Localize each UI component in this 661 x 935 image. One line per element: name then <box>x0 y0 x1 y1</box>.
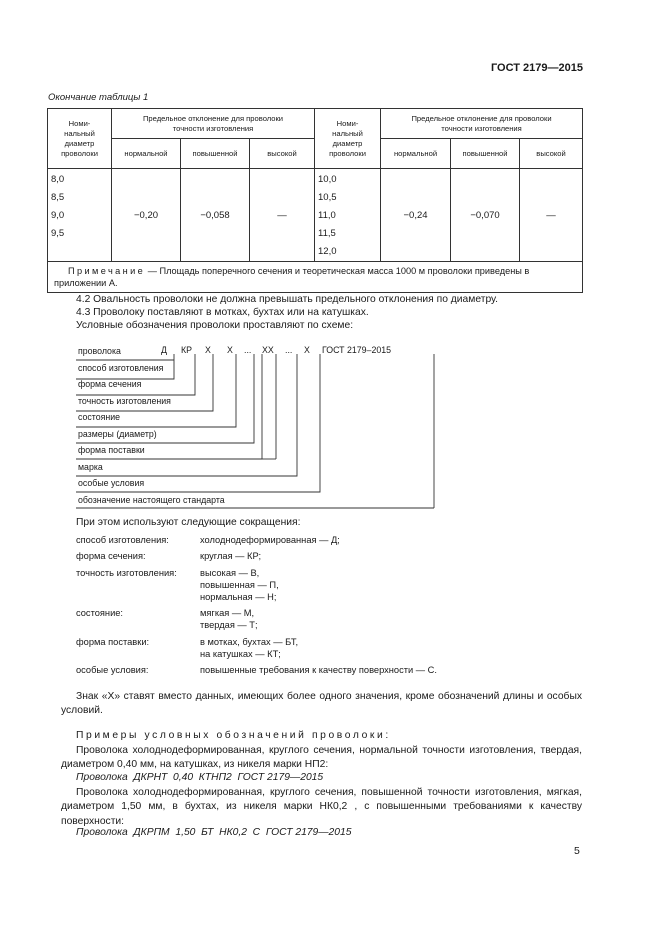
value-high-right: — <box>520 169 583 262</box>
diameter-cell-left <box>48 169 112 262</box>
header-high-right: высокой <box>520 139 583 169</box>
abbr-term: особые условия: <box>76 665 149 675</box>
abbr-value: мягкая — М, <box>200 608 255 618</box>
table-cell: 10,5 <box>318 192 337 203</box>
table-cell: 8,5 <box>51 192 65 203</box>
page-number: 5 <box>574 845 580 857</box>
scheme-code: Д <box>161 345 167 355</box>
clause-4-3: 4.3 Проволоку поставляют в мотках, бухтах или на катушках. <box>76 307 369 318</box>
scheme-label-delivery: форма поставки <box>78 445 145 455</box>
abbr-value: твердая — Т; <box>200 620 258 630</box>
scheme-code: ХХ <box>262 345 274 355</box>
scheme-label-accuracy: точность изготовления <box>78 396 171 406</box>
abbr-term: способ изготовления: <box>76 535 169 545</box>
example-2-code: Проволока ДКРПМ 1,50 БТ НК0,2 С ГОСТ 2179—2015 <box>76 827 352 838</box>
example-1-code: Проволока ДКРНТ 0,40 КТНП2 ГОСТ 2179—2015 <box>76 772 324 783</box>
abbr-term: форма поставки: <box>76 637 150 647</box>
table-cell: 11,0 <box>318 210 336 221</box>
header-high-left: высокой <box>250 139 315 169</box>
value-increased-right: −0,070 <box>451 169 520 262</box>
scheme-label-special: особые условия <box>78 478 145 488</box>
table-cell: 9,0 <box>51 210 65 221</box>
scheme-label-method: способ изготовления <box>78 363 164 373</box>
scheme-code: Х <box>304 345 310 355</box>
abbr-value: высокая — В, <box>200 568 260 578</box>
examples-heading: Примеры условных обозначений проволоки: <box>76 730 391 741</box>
value-normal-right: −0,24 <box>381 169 451 262</box>
header-diameter-right: Номи- нальный диаметр проволоки <box>315 109 381 169</box>
value-increased-left: −0,058 <box>181 169 250 262</box>
header-deviation-right: Предельное отклонение для проволоки точности изготовления <box>381 109 583 139</box>
scheme-code: ГОСТ 2179–2015 <box>322 345 392 355</box>
clause-4-2: 4.2 Овальность проволоки не должна превышать предельного отклонения по диаметру. <box>76 294 499 305</box>
diameter-deviation-table <box>47 108 583 293</box>
value-normal-left: −0,20 <box>112 169 181 262</box>
scheme-code: Х <box>205 345 211 355</box>
table-note <box>48 262 583 293</box>
diameter-cell-right <box>315 169 381 262</box>
table-cell: 10,0 <box>318 174 337 185</box>
abbr-value: повышенные требования к качеству поверхности — С. <box>200 665 437 675</box>
value-high-left: — <box>250 169 315 262</box>
scheme-label-state: состояние <box>78 412 121 422</box>
scheme-label-standard: обозначение настоящего стандарта <box>78 495 225 505</box>
header-normal-right: нормальной <box>381 139 451 169</box>
abbr-term: точность изготовления: <box>76 568 177 578</box>
scheme-code: ... <box>285 345 293 355</box>
abbr-term: форма сечения: <box>76 551 146 561</box>
x-sign-note: Знак «Х» ставят вместо данных, имеющих более одного значения, кроме обозначений длины и особых условий. <box>61 691 582 717</box>
note-text: — Площадь поперечного сечения и теоретическая масса 1000 м проволоки приведены в приложении А. <box>54 266 530 288</box>
table-cell: 8,0 <box>51 174 65 185</box>
header-normal-left: нормальной <box>112 139 181 169</box>
scheme-label-section: форма сечения <box>78 379 142 389</box>
example-1-text: Проволока холоднодеформированная, круглого сечения, нормальной точности изготовления, твердая, диаметром 0,40 мм, на катушках, из никеля марки НП2: <box>61 745 582 771</box>
table-cell: 9,5 <box>51 228 65 239</box>
abbr-value: на катушках — КТ; <box>200 649 281 659</box>
abbr-value: круглая — КР; <box>200 551 262 561</box>
header-increased-left: повышенной <box>181 139 250 169</box>
scheme-code: ... <box>244 345 252 355</box>
example-2-text: Проволока холоднодеформированная, круглого сечения, повышенной точности изготовления, мягкая, диаметром 1,50 мм, в бухтах, из никеля марки НК0,2 , с повышенными требованиями к качеству поверхности: <box>61 787 582 827</box>
abbr-value: холоднодеформированная — Д; <box>200 535 340 545</box>
header-diameter-left: Номи- нальный диаметр проволоки <box>48 109 112 169</box>
scheme-label-grade: марка <box>78 462 103 472</box>
table-cell: 12,0 <box>318 246 337 257</box>
abbr-value: в мотках, бухтах — БТ, <box>200 637 299 647</box>
scheme-code: Х <box>227 345 233 355</box>
scheme-label-size: размеры (диаметр) <box>78 429 157 439</box>
header-deviation-left: Предельное отклонение для проволоки точности изготовления <box>112 109 315 139</box>
abbr-value: повышенная — П, <box>200 580 279 590</box>
abbr-term: состояние: <box>76 608 124 618</box>
abbreviations-intro: При этом используют следующие сокращения: <box>76 517 301 528</box>
standard-header: ГОСТ 2179—2015 <box>490 62 583 74</box>
note-label: Примечание <box>68 266 146 276</box>
table-caption: Окончание таблицы 1 <box>48 92 149 103</box>
scheme-intro: Условные обозначения проволоки проставляют по схеме: <box>76 320 354 331</box>
table-cell: 11,5 <box>318 228 336 239</box>
scheme-label-wire: проволока <box>78 346 121 356</box>
abbr-value: нормальная — Н; <box>200 592 277 602</box>
header-increased-right: повышенной <box>451 139 520 169</box>
scheme-code: КР <box>181 345 192 355</box>
